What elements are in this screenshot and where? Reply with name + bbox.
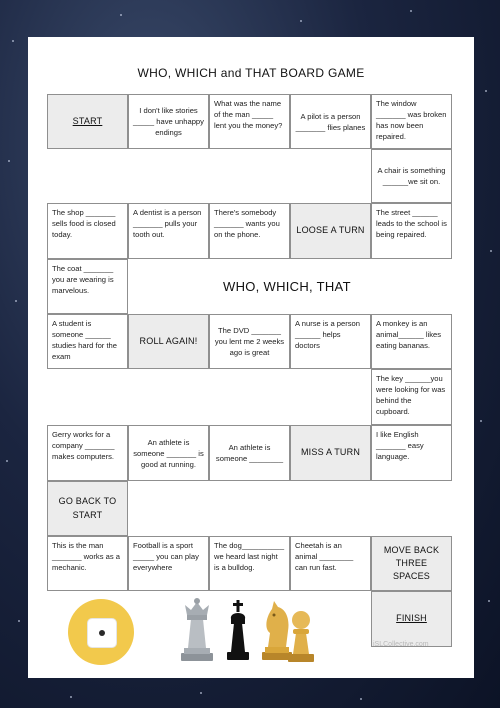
board-cell-3[interactable]: A pilot is a person _______ flies planes [290, 94, 371, 149]
board-cell-11[interactable]: The coat _______ you are wearing is marvelous. [47, 259, 128, 314]
board-cell-6[interactable]: The street ______ leads to the school is being repaired. [371, 203, 452, 259]
board-cell-28[interactable]: MOVE BACK THREE SPACES [371, 536, 452, 591]
board-cell-27[interactable]: Cheetah is an animal ________ can run fast. [290, 536, 371, 591]
chess-queen-icon [178, 597, 216, 663]
board-cell-10[interactable]: The shop _______ sells food is closed today. [47, 203, 128, 259]
board-cell-12[interactable]: A student is someone ______ studies hard for the exam [47, 314, 128, 369]
board-cell-21[interactable]: An athlete is someone _______ is good at running. [128, 425, 209, 481]
board-cell-19[interactable]: MISS A TURN [290, 425, 371, 481]
board-center-title: WHO, WHICH, THAT [223, 279, 351, 294]
board-cell-13[interactable]: ROLL AGAIN! [128, 314, 209, 369]
worksheet-title: WHO, WHICH and THAT BOARD GAME [137, 66, 365, 80]
die-face [87, 618, 117, 648]
board-cell-26[interactable]: The dog__________ we heard last night is a bulldog. [209, 536, 290, 591]
board-cell-20[interactable]: An athlete is someone ________ [209, 425, 290, 481]
chess-pawn-icon [286, 607, 316, 663]
board-cell-16[interactable]: A monkey is an animal______ likes eating bananas. [371, 314, 452, 369]
board-cell-22[interactable]: Gerry works for a company _______ makes computers. [47, 425, 128, 481]
board-cell-14[interactable]: The DVD _______ you lent me 2 weeks ago is great [209, 314, 290, 369]
board-cell-24[interactable]: This is the man _______ works as a mechanic. [47, 536, 128, 591]
board-cell-25[interactable]: Football is a sport _____ you can play everywhere [128, 536, 209, 591]
board-cell-9[interactable]: A dentist is a person _______ pulls your tooth out. [128, 203, 209, 259]
chess-king-icon [225, 597, 251, 661]
finish-label: FINISH [396, 613, 427, 624]
dice-icon[interactable] [68, 599, 134, 665]
die-pip [99, 630, 105, 636]
finish-cell[interactable] [371, 591, 452, 647]
board-cell-17[interactable]: The key ______you were looking for was behind the cupboard. [371, 369, 452, 425]
start-label: START [72, 115, 103, 126]
board-cell-2[interactable]: What was the name of the man _____ lent you the money? [209, 94, 290, 149]
watermark-text: iSLCollective.com [373, 641, 429, 648]
board-cell-15[interactable]: A nurse is a person ______ helps doctors [290, 314, 371, 369]
worksheet [28, 37, 474, 678]
board-cell-1[interactable]: I don't like stories _____ have unhappy endings [128, 94, 209, 149]
board-cell-18[interactable]: I like English _______ easy language. [371, 425, 452, 481]
board-cell-7[interactable]: LOOSE A TURN [290, 203, 371, 259]
board-cell-23[interactable]: GO BACK TO START [47, 481, 128, 536]
board-cell-8[interactable]: There's somebody _______ wants you on the phone. [209, 203, 290, 259]
board-cell-4[interactable]: The window _______ was broken has now been repaired. [371, 94, 452, 149]
board-cell-5[interactable]: A chair is something ______we sit on. [371, 149, 452, 203]
start-cell[interactable] [47, 94, 128, 149]
